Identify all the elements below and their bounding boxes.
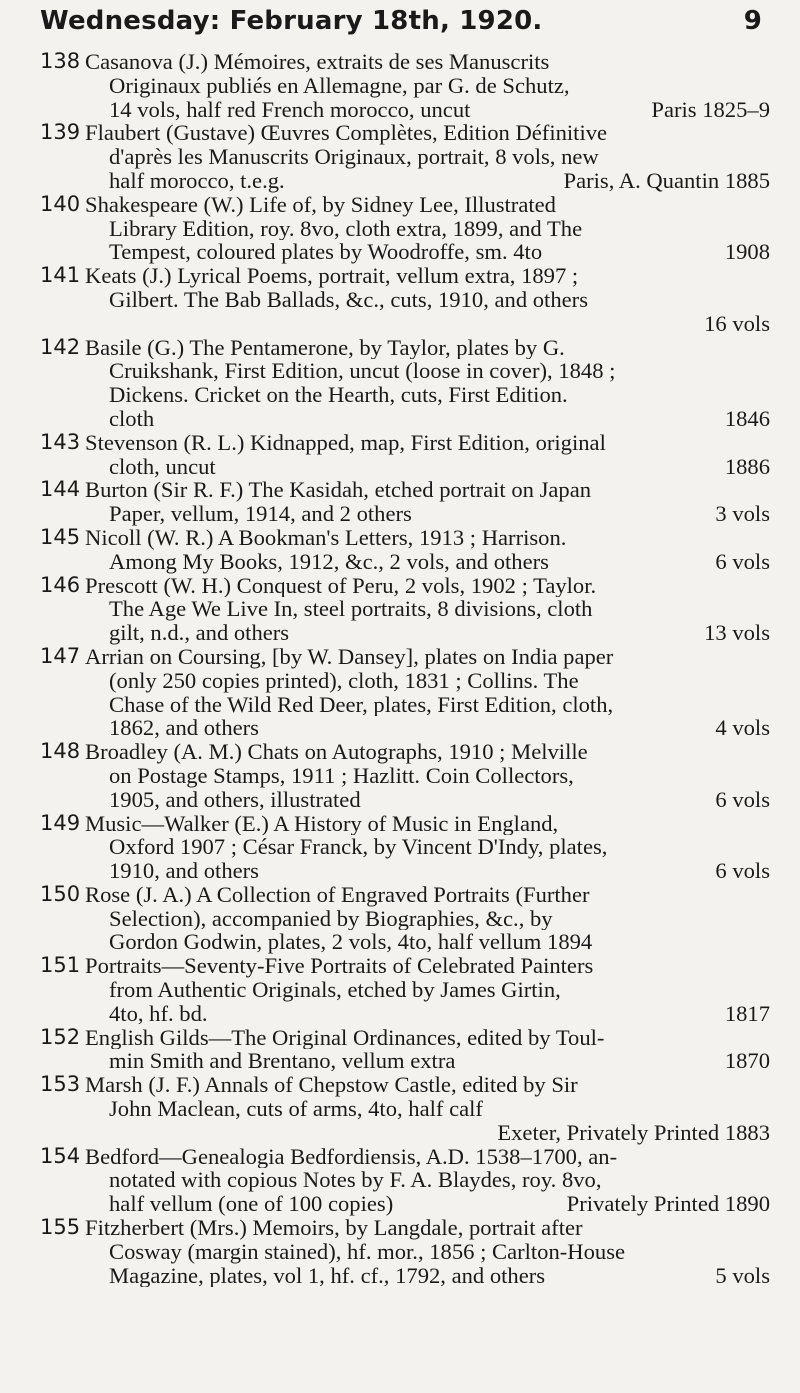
lot-description bbox=[85, 431, 770, 479]
lot-description bbox=[85, 645, 770, 740]
lot-entry bbox=[40, 431, 770, 479]
lot-number: 139 bbox=[40, 120, 81, 145]
lot-number: 148 bbox=[40, 739, 81, 764]
lot-line: notated with copious Notes by F. A. Blaydes, roy. 8vo, bbox=[109, 1168, 602, 1193]
lot-line: Stevenson (R. L.) Kidnapped, map, First Edition, original bbox=[85, 430, 606, 455]
lot-number: 140 bbox=[40, 191, 81, 216]
lot-line: Cosway (margin stained), hf. mor., 1856 ; Carlton-House bbox=[109, 1239, 626, 1264]
lot-description bbox=[85, 954, 770, 1025]
lot-line: cloth 1846 bbox=[109, 406, 770, 431]
lot-entry bbox=[40, 1216, 770, 1287]
lot-description bbox=[85, 812, 770, 883]
lot-list bbox=[40, 50, 770, 1287]
lot-line: John Maclean, cuts of arms, 4to, half calf bbox=[109, 1097, 483, 1121]
lot-line: 1905, and others, illustrated 6 vols bbox=[109, 787, 770, 812]
lot-entry bbox=[40, 954, 770, 1025]
lot-description bbox=[85, 1026, 770, 1074]
lot-number: 154 bbox=[40, 1143, 81, 1168]
lot-number: 153 bbox=[40, 1072, 81, 1097]
lot-line: Shakespeare (W.) Life of, by Sidney Lee, Illustrated bbox=[85, 192, 556, 217]
lot-entry bbox=[40, 1145, 770, 1216]
lot-entry bbox=[40, 645, 770, 740]
lot-line: min Smith and Brentano, vellum extra 1870 bbox=[109, 1049, 770, 1074]
lot-line: Prescott (W. H.) Conquest of Peru, 2 vols, 1902 ; Taylor. bbox=[85, 573, 597, 598]
lot-line: Portraits—Seventy-Five Portraits of Celebrated Painters bbox=[85, 954, 594, 979]
lot-line: Flaubert (Gustave) Œuvres Complètes, Edition Définitive bbox=[85, 121, 608, 146]
lot-number: 151 bbox=[40, 953, 81, 978]
lot-description bbox=[85, 574, 770, 645]
lot-entry bbox=[40, 193, 770, 264]
lot-description bbox=[85, 121, 770, 192]
lot-line: half vellum (one of 100 copies) Privately Printed 1890 bbox=[109, 1192, 770, 1217]
lot-number: 152 bbox=[40, 1024, 81, 1049]
lot-description bbox=[85, 336, 770, 431]
lot-line: Nicoll (W. R.) A Bookman's Letters, 1913 ; Harrison. bbox=[85, 525, 567, 550]
lot-line: 16 vols bbox=[704, 311, 770, 336]
lot-description bbox=[85, 883, 770, 954]
lot-number: 142 bbox=[40, 334, 81, 359]
lot-line: (only 250 copies printed), cloth, 1831 ; Collins. The bbox=[109, 668, 579, 693]
lot-line: on Postage Stamps, 1911 ; Hazlitt. Coin Collectors, bbox=[109, 763, 574, 788]
lot-number: 138 bbox=[40, 49, 81, 73]
lot-line: Music—Walker (E.) A History of Music in England, bbox=[85, 811, 559, 836]
lot-line: Magazine, plates, vol 1, hf. cf., 1792, and others 5 vols bbox=[109, 1263, 770, 1288]
lot-number: 145 bbox=[40, 524, 81, 549]
lot-number: 144 bbox=[40, 477, 81, 502]
lot-description bbox=[85, 193, 770, 264]
lot-line: Library Edition, roy. 8vo, cloth extra, 1899, and The bbox=[109, 216, 583, 241]
page-header bbox=[40, 0, 770, 36]
lot-line: Selection), accompanied by Biographies, &c., by bbox=[109, 906, 553, 931]
lot-entry bbox=[40, 740, 770, 811]
page-number: 9 bbox=[743, 6, 762, 36]
lot-description bbox=[85, 1073, 770, 1144]
lot-line: 1862, and others 4 vols bbox=[109, 716, 770, 741]
lot-line: Marsh (J. F.) Annals of Chepstow Castle, edited by Sir bbox=[85, 1073, 578, 1098]
lot-line: Oxford 1907 ; César Franck, by Vincent D'Indy, plates, bbox=[109, 835, 608, 860]
lot-number: 143 bbox=[40, 429, 81, 454]
lot-entry bbox=[40, 50, 770, 121]
lot-line: English Gilds—The Original Ordinances, edited by Toul- bbox=[85, 1025, 605, 1050]
lot-description bbox=[85, 1145, 770, 1216]
lot-number: 149 bbox=[40, 810, 81, 835]
lot-line: Dickens. Cricket on the Hearth, cuts, First Edition. bbox=[109, 383, 568, 407]
lot-number: 150 bbox=[40, 881, 81, 906]
lot-description bbox=[85, 740, 770, 811]
lot-line: Casanova (J.) Mémoires, extraits de ses Manuscrits bbox=[85, 50, 550, 74]
lot-entry bbox=[40, 264, 770, 335]
lot-line: 1910, and others 6 vols bbox=[109, 859, 770, 883]
lot-number: 155 bbox=[40, 1215, 81, 1240]
lot-line: Originaux publiés en Allemagne, par G. de Schutz, bbox=[109, 73, 570, 98]
lot-entry bbox=[40, 121, 770, 192]
lot-line: Broadley (A. M.) Chats on Autographs, 1910 ; Melville bbox=[85, 740, 588, 764]
lot-entry bbox=[40, 1073, 770, 1144]
lot-line: from Authentic Originals, etched by James Girtin, bbox=[109, 978, 561, 1002]
lot-line: Paper, vellum, 1914, and 2 others 3 vols bbox=[109, 502, 770, 526]
lot-line: Tempest, coloured plates by Woodroffe, sm. 4to 1908 bbox=[109, 240, 770, 265]
lot-line: Fitzherbert (Mrs.) Memoirs, by Langdale, portrait after bbox=[85, 1216, 583, 1240]
lot-description bbox=[85, 264, 770, 335]
lot-line: Gordon Godwin, plates, 2 vols, 4to, half vellum 1894 bbox=[109, 930, 593, 955]
lot-line: Exeter, Privately Printed 1883 bbox=[497, 1120, 770, 1145]
lot-line: 14 vols, half red French morocco, uncut Paris 1825–9 bbox=[109, 97, 770, 122]
lot-line: gilt, n.d., and others 13 vols bbox=[109, 621, 770, 645]
lot-description bbox=[85, 478, 770, 526]
lot-line: half morocco, t.e.g. Paris, A. Quantin 1885 bbox=[109, 168, 770, 193]
lot-line: Keats (J.) Lyrical Poems, portrait, vellum extra, 1897 ; bbox=[85, 264, 579, 288]
lot-line: Cruikshank, First Edition, uncut (loose in cover), 1848 ; bbox=[109, 359, 616, 384]
lot-entry bbox=[40, 812, 770, 883]
lot-line: cloth, uncut 1886 bbox=[109, 454, 770, 479]
lot-line: Chase of the Wild Red Deer, plates, First Edition, cloth, bbox=[109, 692, 614, 717]
lot-line: The Age We Live In, steel portraits, 8 divisions, cloth bbox=[109, 597, 593, 622]
lot-line: Bedford—Genealogia Bedfordiensis, A.D. 1538–1700, an- bbox=[85, 1144, 618, 1169]
lot-entry bbox=[40, 526, 770, 574]
lot-entry bbox=[40, 883, 770, 954]
lot-line: Burton (Sir R. F.) The Kasidah, etched portrait on Japan bbox=[85, 478, 592, 503]
lot-line: Among My Books, 1912, &c., 2 vols, and others 6 vols bbox=[109, 549, 770, 574]
lot-description bbox=[85, 526, 770, 574]
lot-line: 4to, hf. bd. 1817 bbox=[109, 1001, 770, 1026]
lot-description bbox=[85, 50, 770, 121]
header-date: Wednesday: February 18th, 1920. bbox=[40, 6, 543, 36]
lot-description bbox=[85, 1216, 770, 1287]
lot-entry bbox=[40, 1026, 770, 1074]
lot-line: Rose (J. A.) A Collection of Engraved Portraits (Further bbox=[85, 882, 590, 907]
lot-entry bbox=[40, 478, 770, 526]
lot-line: Arrian on Coursing, [by W. Dansey], plates on India paper bbox=[85, 644, 614, 669]
lot-number: 141 bbox=[40, 263, 81, 288]
lot-number: 147 bbox=[40, 643, 81, 668]
lot-line: Basile (G.) The Pentamerone, by Taylor, plates by G. bbox=[85, 335, 565, 360]
lot-line: Gilbert. The Bab Ballads, &c., cuts, 1910, and others bbox=[109, 287, 588, 312]
lot-line: d'après les Manuscrits Originaux, portrait, 8 vols, new bbox=[109, 145, 599, 169]
lot-number: 146 bbox=[40, 572, 81, 597]
lot-entry bbox=[40, 574, 770, 645]
lot-entry bbox=[40, 336, 770, 431]
